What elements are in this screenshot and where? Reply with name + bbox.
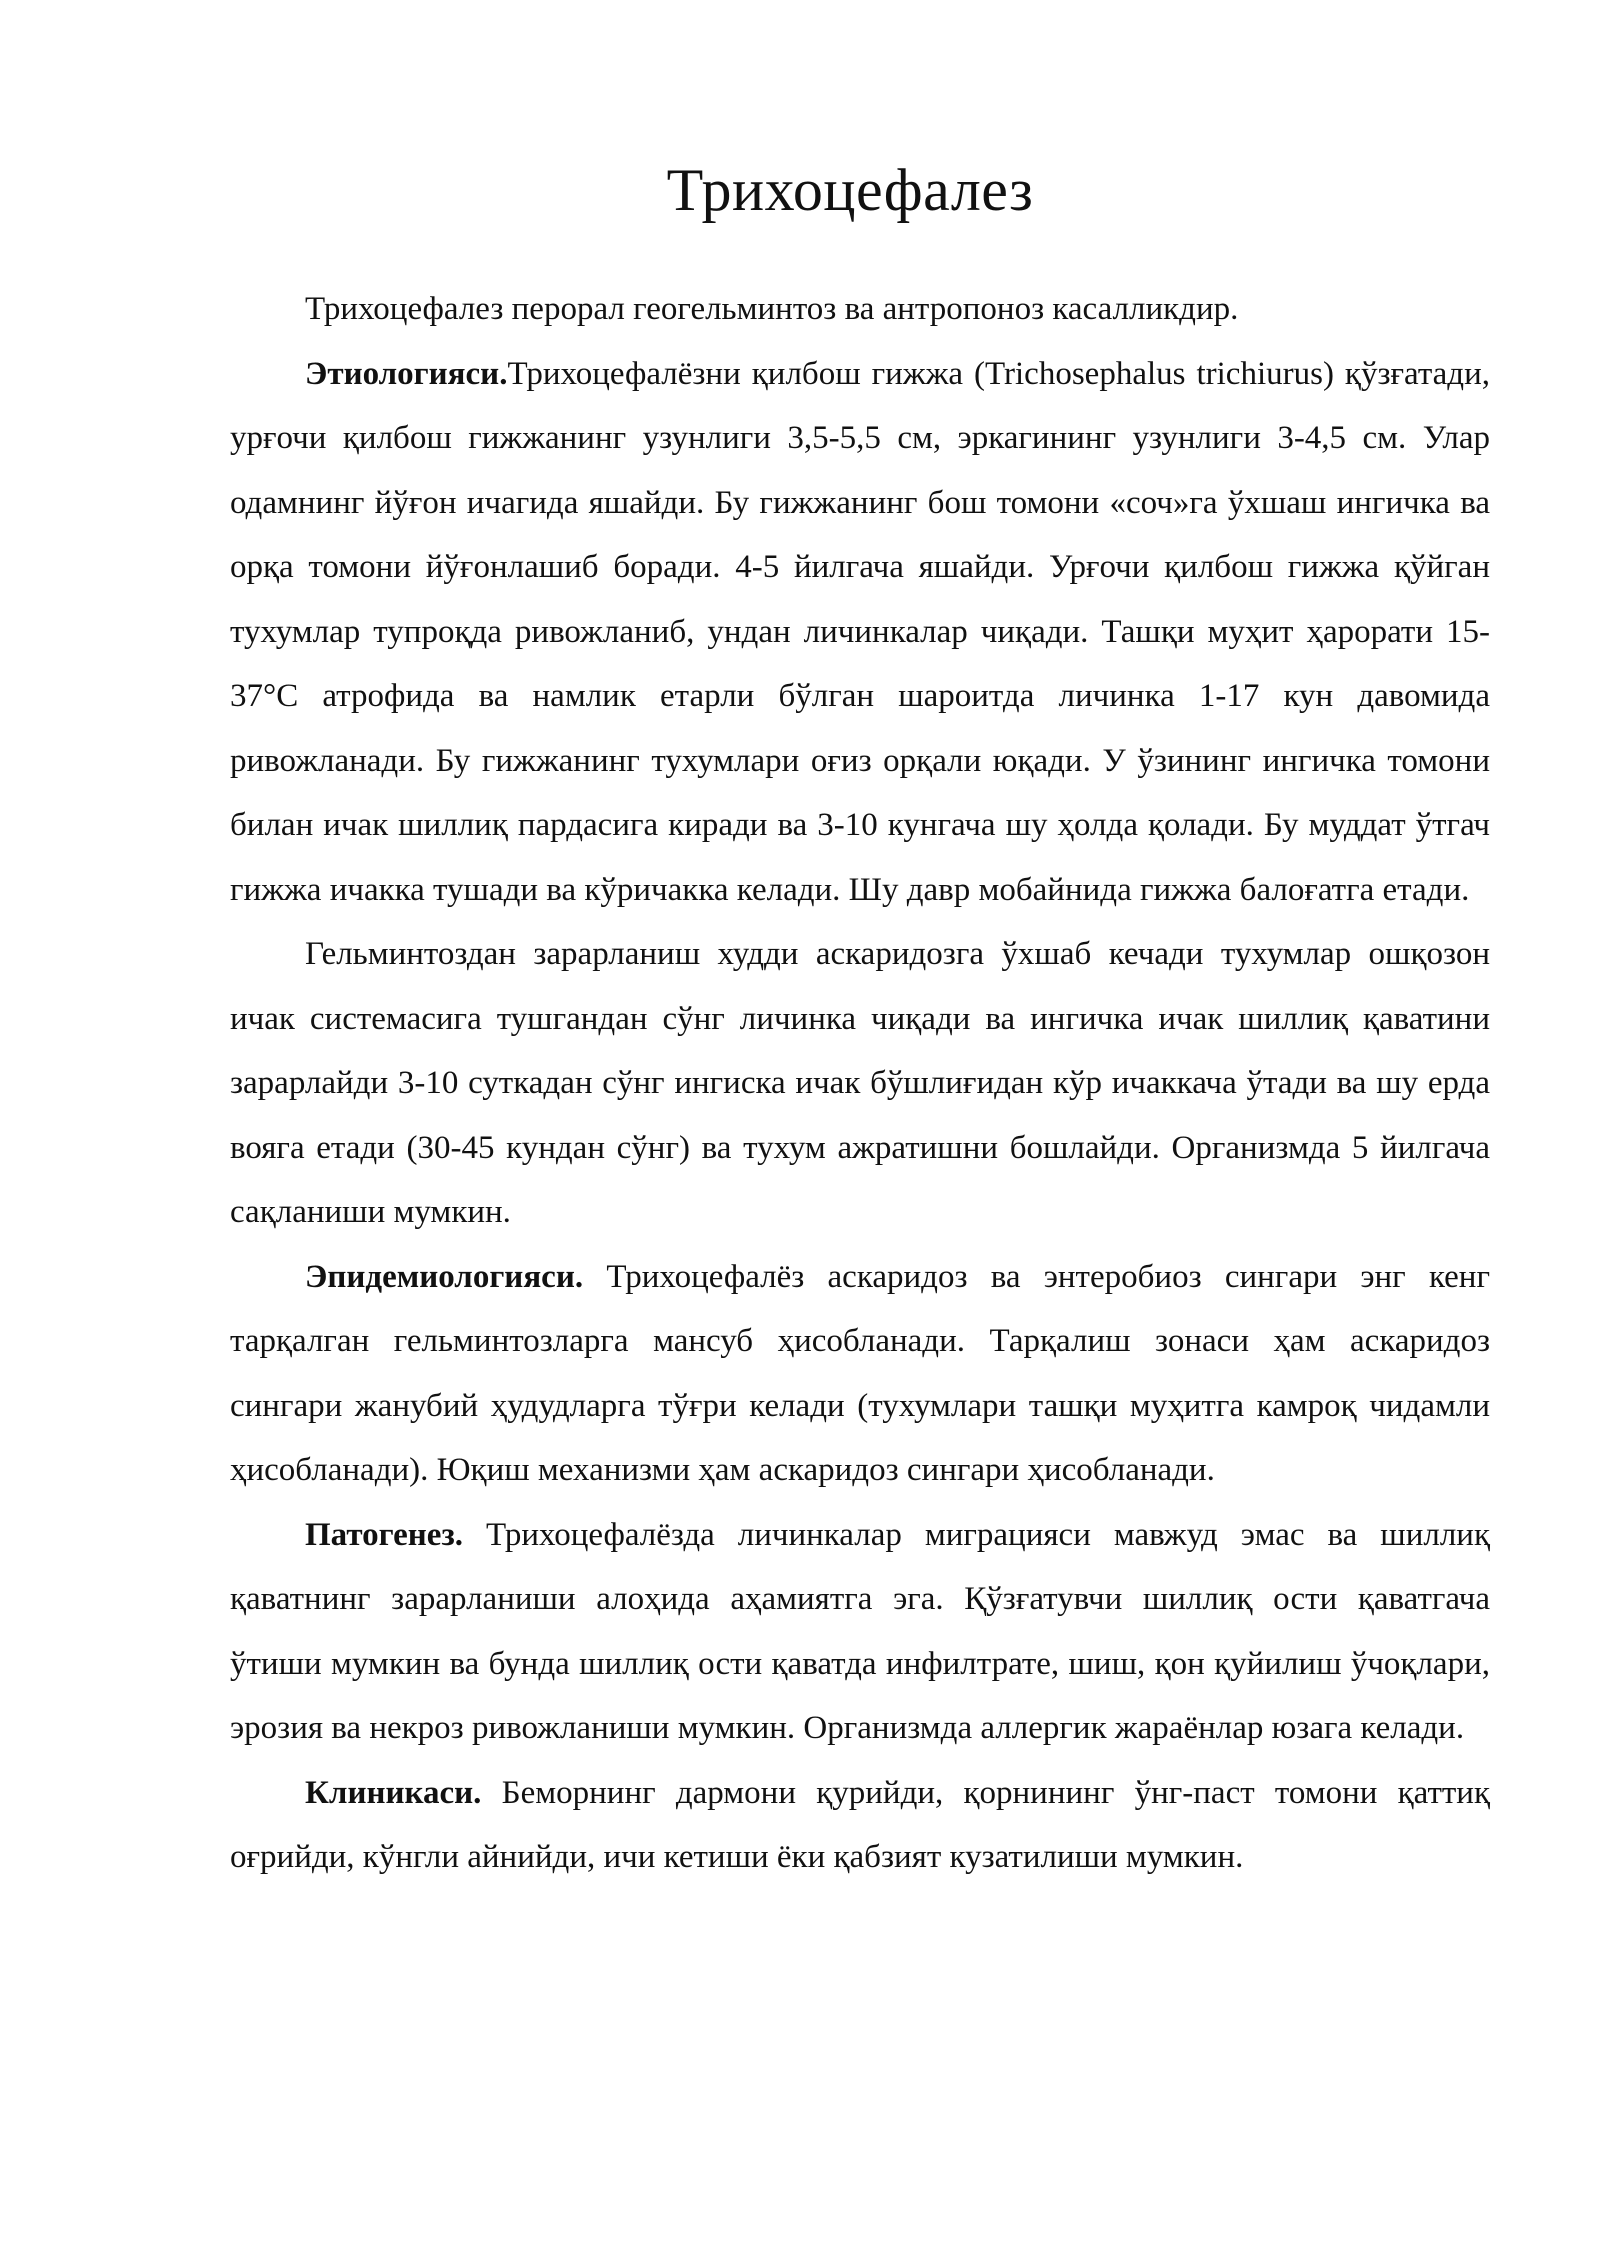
- section-heading-etiology: Этиологияси.: [305, 355, 508, 392]
- section-heading-clinic: Клиникаси.: [305, 1774, 482, 1811]
- document-title: Трихоцефалез: [666, 157, 1034, 223]
- paragraph-text: Гельминтоздан зарарланиш худди аскаридозга ўхшаб кечади тухумлар ошқозон ичак системасига тушгандан сўнг личинка чиқади ва ингичка ичак шиллиқ қаватини зарарлайди 3-10 суткадан сўнг ингиска ичак бўшлиғидан кўр ичаккача ўтади ва шу ерда вояга етади (30-45 кундан сўнг) ва тухум ажратишни бошлайди. Организмда 5 йилгача сақланиши мумкин.: [230, 936, 1490, 1230]
- paragraph-intro: [230, 277, 1490, 342]
- paragraph-clinic: [230, 1761, 1490, 1890]
- paragraph-text: Трихоцефалёзда личинкалар миграцияси мавжуд эмас ва шиллиқ қаватнинг зарарланиши алоҳида аҳамиятга эга. Қўзғатувчи шиллиқ ости қаватгача ўтиши мумкин ва бунда шиллиқ ости қаватда инфилтрате, шиш, қон қуйилиш ўчоқлари, эрозия ва некроз ривожланиши мумкин. Организмда аллергик жараёнлар юзага келади.: [230, 1516, 1490, 1746]
- paragraph-infection-course: [230, 922, 1490, 1245]
- paragraph-pathogenesis: [230, 1503, 1490, 1761]
- paragraph-text: Трихоцефалез перорал геогельминтоз ва антропоноз касалликдир.: [305, 291, 1239, 327]
- paragraph-text: Трихоцефалёзни қилбош гижжа (Trichosephalus trichiurus) қўзғатади, урғочи қилбош гижжанинг узунлиги 3,5-5,5 см, эркагининг узунлиги 3-4,5 см. Улар одамнинг йўғон ичагида яшайди. Бу гижжанинг бош томони «соч»га ўхшаш ингичка ва орқа томони йўғонлашиб боради. 4-5 йилгача яшайди. Урғочи қилбош гижжа қўйган тухумлар тупроқда ривожланиб, ундан личинкалар чиқади. Ташқи муҳит ҳарорати 15-37°С атрофида ва намлик етарли бўлган шароитда личинка 1-17 кун давомида ривожланади. Бу гижжанинг тухумлари оғиз орқали юқади. У ўзининг ингичка томони билан ичак шиллиқ пардасига киради ва 3-10 кунгача шу ҳолда қолади. Бу муддат ўтгач гижжа ичакка тушади ва кўричакка келади. Шу давр мобайнида гижжа балоғатга етади.: [230, 355, 1490, 908]
- paragraph-epidemiology: [230, 1245, 1490, 1503]
- paragraph-text: Трихоцефалёз аскаридоз ва энтеробиоз сингари энг кенг тарқалган гельминтозларга мансуб ҳисобланади. Тарқалиш зонаси ҳам аскаридоз сингари жанубий ҳудудларга тўғри келади (тухумлари ташқи муҳитга камроқ чидамли ҳисобланади). Юқиш механизми ҳам аскаридоз сингари ҳисобланади.: [230, 1258, 1490, 1488]
- section-heading-pathogenesis: Патогенез.: [305, 1516, 463, 1553]
- section-heading-epidemiology: Эпидемиологияси.: [305, 1258, 584, 1295]
- paragraph-etiology: [230, 342, 1490, 923]
- paragraph-text: Беморнинг дармони қурийди, қорнининг ўнг-паст томони қаттиқ оғрийди, кўнгли айнийди, ичи кетиши ёки қабзият кузатилиши мумкин.: [230, 1774, 1490, 1875]
- document-body: [230, 277, 1490, 1890]
